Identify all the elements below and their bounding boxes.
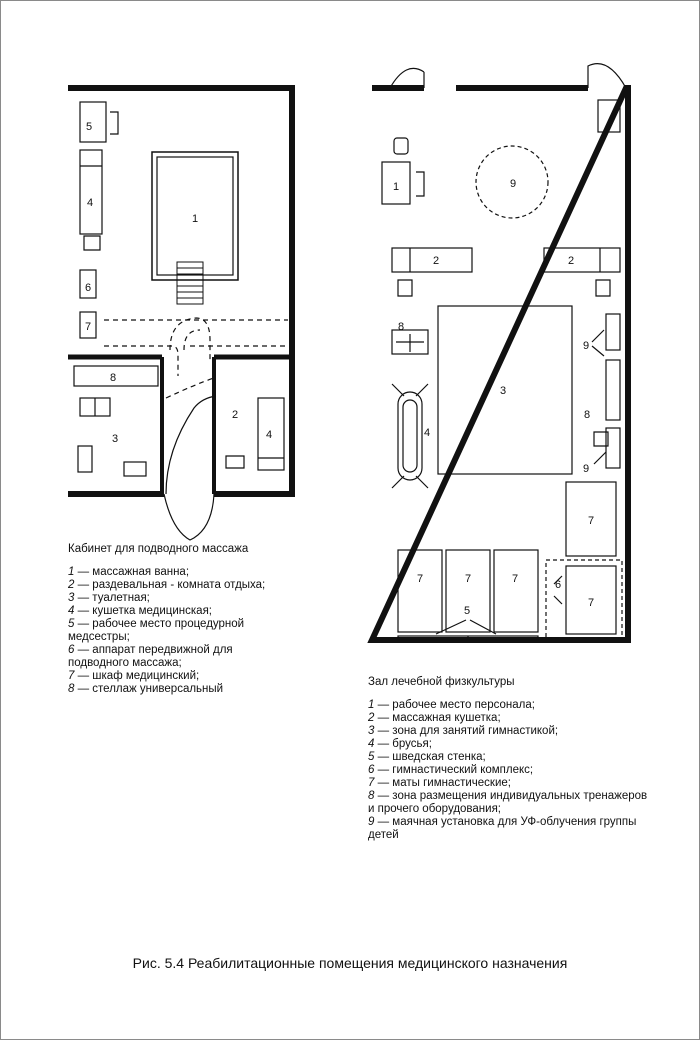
legend-item: 3 — туалетная; [68,592,150,604]
couch-left-chair [398,280,412,296]
left-legend [68,543,278,696]
massage-couch-right [544,248,620,272]
legend-item: 8 — стеллаж универсальный [68,683,224,695]
label-right-9c: 9 [583,463,590,475]
trainer-b [606,360,620,420]
label-right-2b: 2 [568,255,575,267]
label-right-3: 3 [500,385,507,397]
label-right-9a: 9 [510,178,517,190]
legend-item: 1 — рабочее место персонала; [368,699,535,711]
toilet-item [124,462,146,476]
legend-item: 6 — аппарат передвижной для подводного массажа; [68,644,233,669]
medical-couch [80,150,102,234]
label-right-7a: 7 [588,515,595,527]
mat-2 [446,550,490,632]
label-left-8: 8 [110,372,117,384]
bath-steps [177,262,203,304]
legend-item: 7 — маты гимнастические; [368,777,511,789]
left-labels [85,121,272,445]
uv-unit-a [606,314,620,350]
legend-item: 7 — шкаф медицинский; [68,670,200,682]
label-left-1: 1 [192,213,199,225]
walk-paths [104,318,288,376]
legend-item: 1 — массажная ванна; [68,566,190,578]
nurse-chair [110,112,118,134]
staff-chair-1b [416,172,424,196]
label-right-1: 1 [393,181,400,193]
legend-item: 9 — маячная установка для УФ-облучения группы детей [368,816,637,841]
label-left-2: 2 [232,409,239,421]
label-right-7e: 7 [588,597,595,609]
couch-right-chair [596,280,610,296]
label-right-9b: 9 [583,340,590,352]
figure-caption: Рис. 5.4 Реабилитационные помещения медицинского назначения [132,955,568,971]
label-right-6: 6 [555,579,562,591]
legend-item: 2 — массажная кушетка; [368,712,501,724]
label-right-2a: 2 [433,255,440,267]
label-right-5: 5 [464,605,471,617]
staff-chair-1 [394,138,408,154]
legend-item: 2 — раздевальная - комната отдыха; [68,579,266,591]
toilet-bowl [78,446,92,472]
label-right-7d: 7 [512,573,519,585]
parallel-bars [398,392,422,480]
left-plan [68,88,292,540]
right-legend [368,676,653,842]
label-left-6: 6 [85,282,92,294]
label-left-4b: 4 [266,429,273,441]
label-left-3: 3 [112,433,119,445]
label-left-5: 5 [86,121,93,133]
legend-item: 4 — брусья; [368,738,432,750]
couch-chair [84,236,100,250]
label-left-7: 7 [85,321,92,333]
label-right-7b: 7 [417,573,424,585]
label-right-8a: 8 [398,321,405,333]
left-legend-title: Кабинет для подводного массажа [68,543,249,555]
legend-item: 6 — гимнастический комплекс; [368,764,534,776]
label-right-4: 4 [424,427,431,439]
mat-3 [494,550,538,632]
label-right-8b: 8 [584,409,591,421]
right-legend-title: Зал лечебной физкультуры [368,676,515,688]
door-right [588,64,626,88]
legend-item: 5 — шведская стенка; [368,751,486,763]
legend-item: 3 — зона для занятий гимнастикой; [368,725,559,737]
legend-item: 4 — кушетка медицинская; [68,605,212,617]
legend-item: 5 — рабочее место процедурной медсестры; [68,618,245,643]
dressing-chair [226,456,244,468]
label-left-4a: 4 [87,197,94,209]
legend-item: 8 — зона размещения индивидуальных тренажеров и прочего оборудования; [368,790,648,815]
label-right-7c: 7 [465,573,472,585]
right-plan [372,64,628,640]
nurse-desk [80,102,106,142]
massage-couch-left [392,248,472,272]
